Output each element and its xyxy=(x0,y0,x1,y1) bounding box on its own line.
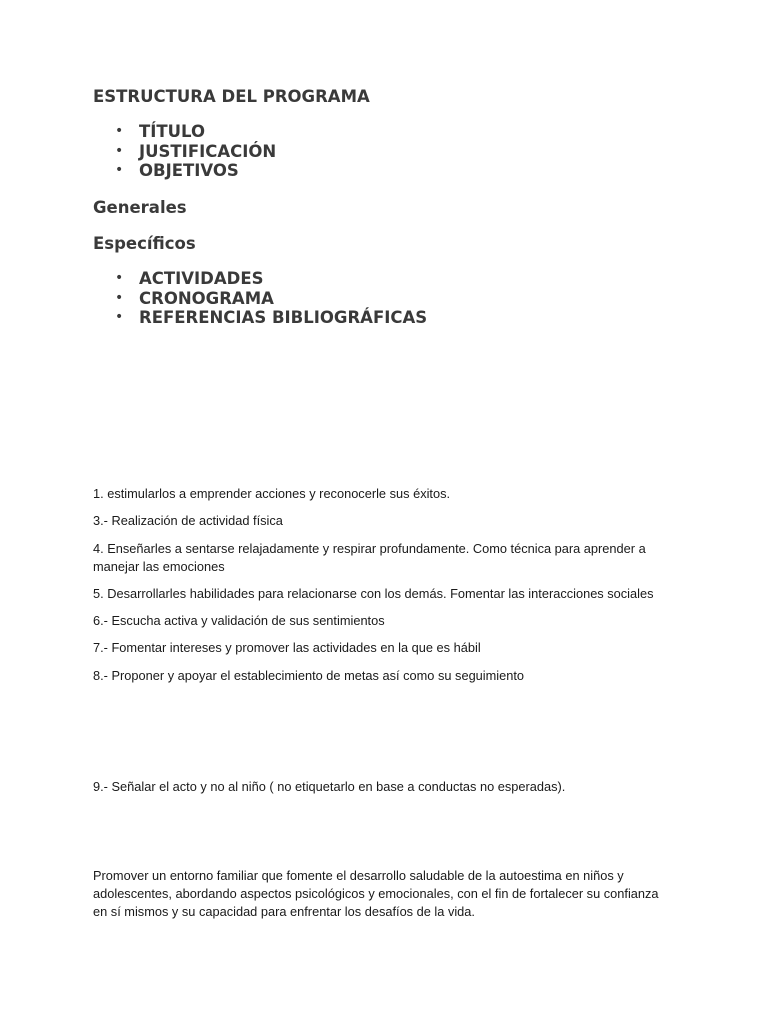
numbered-paragraph: 4. Enseñarles a sentarse relajadamente y respirar profundamente. Como técnica para aprender a manejar las emociones xyxy=(93,541,646,574)
list-item-label: JUSTIFICACIÓN xyxy=(139,141,277,161)
list-item-label: CRONOGRAMA xyxy=(139,288,274,308)
list-item xyxy=(93,308,427,328)
section-heading-especificos: Específicos xyxy=(93,234,196,253)
bullet-icon: • xyxy=(115,123,124,139)
bullet-icon: • xyxy=(115,142,124,159)
bullet-icon: • xyxy=(115,270,124,286)
list-item-label: TÍTULO xyxy=(139,122,205,141)
section-heading-generales: Generales xyxy=(93,198,187,217)
bullet-icon: • xyxy=(115,309,124,326)
list-item xyxy=(93,122,276,142)
list-item xyxy=(93,142,276,162)
closing-paragraph: Promover un entorno familiar que fomente el desarrollo saludable de la autoestima en niños y adolescentes, abordando aspectos psicológicos y emocionales, con el fin de fortalecer su confianza en sí mismos y su capacidad para enfrentar los desafíos de la vida. xyxy=(93,868,659,919)
list-item-label: ACTIVIDADES xyxy=(139,269,264,288)
page-title: ESTRUCTURA DEL PROGRAMA xyxy=(93,87,370,106)
list-item xyxy=(93,289,427,309)
list-item-label: OBJETIVOS xyxy=(139,161,239,181)
numbered-paragraph: 6.- Escucha activa y validación de sus sentimientos xyxy=(93,613,385,628)
list-item-label: REFERENCIAS BIBLIOGRÁFICAS xyxy=(139,308,428,328)
bullet-icon: • xyxy=(115,289,124,306)
numbered-paragraph: 8.- Proponer y apoyar el establecimiento de metas así como su seguimiento xyxy=(93,668,525,683)
list-item xyxy=(93,161,276,181)
numbered-paragraph: 1. estimularlos a emprender acciones y reconocerle sus éxitos. xyxy=(93,486,451,501)
numbered-paragraph: 7.- Fomentar intereses y promover las actividades en la que es hábil xyxy=(93,640,481,655)
list-item xyxy=(93,269,427,289)
bullet-icon: • xyxy=(115,162,124,179)
numbered-paragraph: 3.- Realización de actividad física xyxy=(93,513,283,528)
activities-list xyxy=(93,269,427,328)
numbered-paragraph: 9.- Señalar el acto y no al niño ( no etiquetarlo en base a conductas no esperadas). xyxy=(93,779,566,794)
structure-list xyxy=(93,122,276,181)
numbered-paragraph: 5. Desarrollarles habilidades para relacionarse con los demás. Fomentar las interacciones sociales xyxy=(93,586,654,601)
